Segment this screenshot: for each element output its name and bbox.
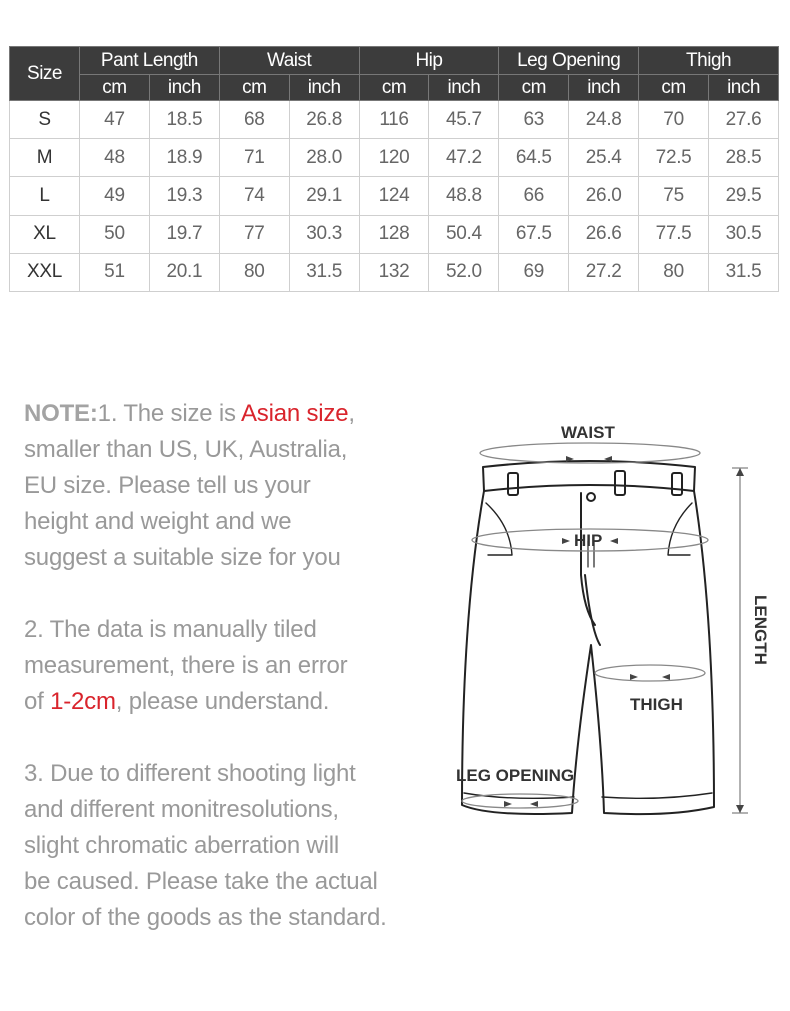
pant-length-header: Pant Length <box>80 47 220 75</box>
error-range-highlight: 1-2cm <box>50 688 116 715</box>
size-chart-table <box>9 46 779 292</box>
size-cell: XL <box>10 215 80 253</box>
measurement-cell: 26.0 <box>569 177 639 215</box>
leg-opening-header: Leg Opening <box>499 47 639 75</box>
thigh-label: THIGH <box>630 695 683 714</box>
length-label: LENGTH <box>751 595 770 665</box>
note-3-line-1: 3. Due to different shooting light <box>24 760 356 787</box>
note-1-line-5: suggest a suitable size for you <box>24 544 341 571</box>
measurement-cell: 80 <box>219 253 289 291</box>
measurement-cell: 45.7 <box>429 101 499 139</box>
note-1-line-1: NOTE:1. The size is Asian size, <box>24 400 355 427</box>
measurement-cell: 128 <box>359 215 429 253</box>
unit-header: cm <box>219 75 289 101</box>
measurement-cell: 28.0 <box>289 139 359 177</box>
measurement-cell: 116 <box>359 101 429 139</box>
waist-label: WAIST <box>561 423 615 442</box>
unit-header: cm <box>359 75 429 101</box>
measurement-cell: 50 <box>80 215 150 253</box>
measurement-cell: 51 <box>80 253 150 291</box>
note-3-line-5: color of the goods as the standard. <box>24 904 387 931</box>
measurement-cell: 31.5 <box>709 253 779 291</box>
measurement-cell: 30.5 <box>709 215 779 253</box>
hip-label: HIP <box>574 531 603 550</box>
measurement-cell: 70 <box>639 101 709 139</box>
measurement-cell: 50.4 <box>429 215 499 253</box>
waist-header: Waist <box>219 47 359 75</box>
note-3-line-2: and different monitresolutions, <box>24 796 339 823</box>
measurement-cell: 18.5 <box>149 101 219 139</box>
measurement-cell: 26.8 <box>289 101 359 139</box>
measurement-cell: 74 <box>219 177 289 215</box>
measurement-cell: 49 <box>80 177 150 215</box>
measurement-cell: 31.5 <box>289 253 359 291</box>
note-2-line-3: of 1-2cm, please understand. <box>24 688 330 715</box>
table-unit-row <box>10 75 779 101</box>
note-label: NOTE: <box>24 400 98 427</box>
note-1-line-3: EU size. Please tell us your <box>24 472 311 499</box>
size-cell: XXL <box>10 253 80 291</box>
shorts-measurement-diagram <box>450 415 780 835</box>
table-row <box>10 101 779 139</box>
note-3-line-3: slight chromatic aberration will <box>24 832 340 859</box>
note-3-line-4: be caused. Please take the actual <box>24 868 378 895</box>
unit-header: inch <box>289 75 359 101</box>
measurement-cell: 77.5 <box>639 215 709 253</box>
measurement-cell: 77 <box>219 215 289 253</box>
table-row <box>10 177 779 215</box>
size-column-header: Size <box>10 47 80 101</box>
note-2-line-2: measurement, there is an error <box>24 652 348 679</box>
table-row <box>10 139 779 177</box>
note-1-line-4: height and weight and we <box>24 508 292 535</box>
measurement-cell: 120 <box>359 139 429 177</box>
measurement-cell: 124 <box>359 177 429 215</box>
size-cell: S <box>10 101 80 139</box>
measurement-cell: 25.4 <box>569 139 639 177</box>
notes-section <box>24 396 454 936</box>
measurement-cell: 27.6 <box>709 101 779 139</box>
measurement-cell: 68 <box>219 101 289 139</box>
measurement-cell: 18.9 <box>149 139 219 177</box>
measurement-cell: 72.5 <box>639 139 709 177</box>
note-2-line-1: 2. The data is manually tiled <box>24 616 317 643</box>
measurement-cell: 19.3 <box>149 177 219 215</box>
measurement-cell: 69 <box>499 253 569 291</box>
measurement-cell: 48.8 <box>429 177 499 215</box>
leg-opening-label: LEG OPENING <box>456 766 575 785</box>
measurement-cell: 26.6 <box>569 215 639 253</box>
unit-header: inch <box>709 75 779 101</box>
unit-header: cm <box>499 75 569 101</box>
table-header-row <box>10 47 779 75</box>
measurement-cell: 27.2 <box>569 253 639 291</box>
measurement-cell: 29.5 <box>709 177 779 215</box>
note-1-line-2: smaller than US, UK, Australia, <box>24 436 348 463</box>
measurement-cell: 30.3 <box>289 215 359 253</box>
size-cell: L <box>10 177 80 215</box>
measurement-cell: 52.0 <box>429 253 499 291</box>
measurement-cell: 67.5 <box>499 215 569 253</box>
measurement-cell: 64.5 <box>499 139 569 177</box>
measurement-cell: 75 <box>639 177 709 215</box>
measurement-cell: 80 <box>639 253 709 291</box>
measurement-cell: 66 <box>499 177 569 215</box>
unit-header: cm <box>639 75 709 101</box>
measurement-cell: 28.5 <box>709 139 779 177</box>
table-body <box>10 101 779 292</box>
asian-size-highlight: Asian size <box>240 400 349 427</box>
unit-header: inch <box>429 75 499 101</box>
measurement-cell: 71 <box>219 139 289 177</box>
unit-header: inch <box>149 75 219 101</box>
measurement-cell: 47 <box>80 101 150 139</box>
hip-header: Hip <box>359 47 499 75</box>
measurement-cell: 29.1 <box>289 177 359 215</box>
unit-header: inch <box>569 75 639 101</box>
measurement-cell: 63 <box>499 101 569 139</box>
table-row <box>10 253 779 291</box>
table-row <box>10 215 779 253</box>
measurement-cell: 20.1 <box>149 253 219 291</box>
measurement-cell: 19.7 <box>149 215 219 253</box>
measurement-cell: 24.8 <box>569 101 639 139</box>
measurement-cell: 48 <box>80 139 150 177</box>
unit-header: cm <box>80 75 150 101</box>
thigh-header: Thigh <box>639 47 779 75</box>
size-cell: M <box>10 139 80 177</box>
measurement-cell: 47.2 <box>429 139 499 177</box>
measurement-cell: 132 <box>359 253 429 291</box>
